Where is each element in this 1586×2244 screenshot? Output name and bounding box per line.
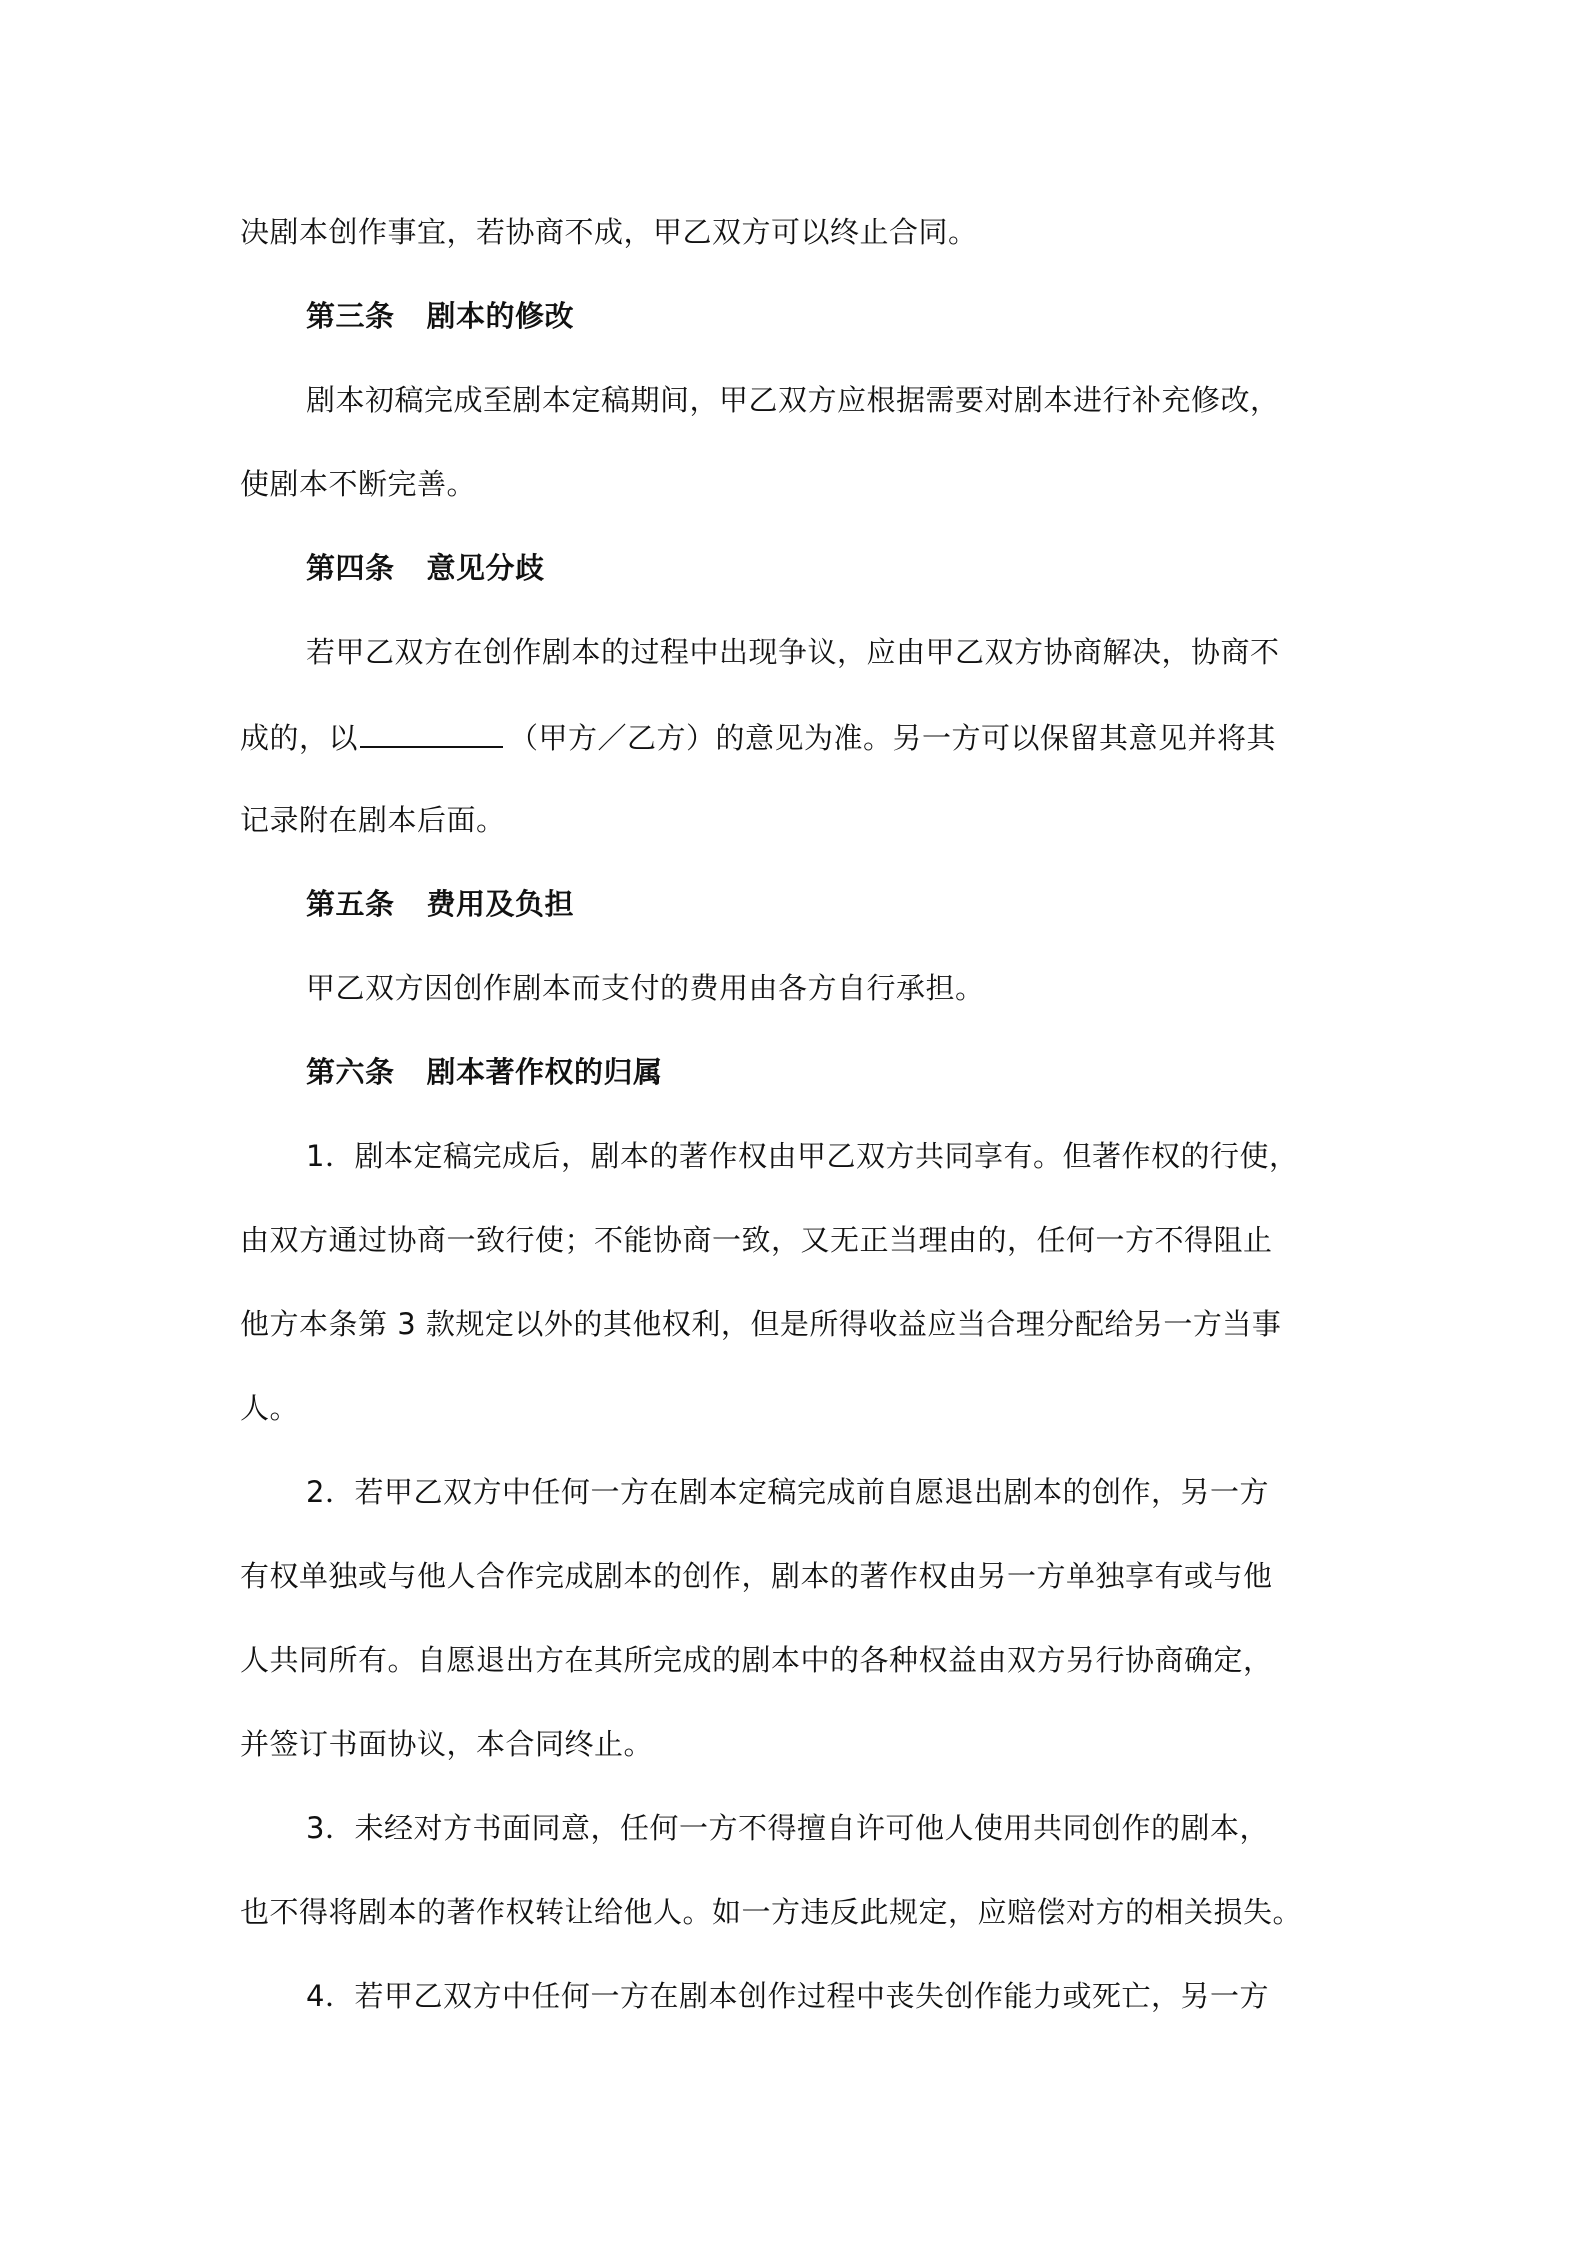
text-line: 也不得将剧本的著作权转让给他人。如一方违反此规定，应赔偿对方的相关损失。 [240, 1895, 1303, 1929]
text-line: 记录附在剧本后面。 [240, 803, 506, 837]
article-title: 剧本著作权的归属 [426, 1055, 663, 1089]
blank-suffix: （甲方／乙方）的意见为准。另一方可以保留其意见并将其 [509, 721, 1277, 755]
article-heading-4 [306, 548, 545, 588]
text-line: 4．若甲乙双方中任何一方在剧本创作过程中丧失创作能力或死亡，另一方 [306, 1979, 1269, 2013]
text-line: 人共同所有。自愿退出方在其所完成的剧本中的各种权益由双方另行协商确定， [240, 1643, 1273, 1677]
article-heading-5 [306, 884, 574, 924]
text-line: 1．剧本定稿完成后，剧本的著作权由甲乙双方共同享有。但著作权的行使， [306, 1139, 1299, 1173]
text-line: 甲乙双方因创作剧本而支付的费用由各方自行承担。 [306, 971, 985, 1005]
text-line: 并签订书面协议，本合同终止。 [240, 1727, 654, 1761]
text-line: 人。 [240, 1391, 300, 1425]
text-line: 3．未经对方书面同意，任何一方不得擅自许可他人使用共同创作的剧本， [306, 1811, 1269, 1845]
text-line: 使剧本不断完善。 [240, 467, 477, 501]
text-line: 他方本条第 3 款规定以外的其他权利，但是所得收益应当合理分配给另一方当事 [240, 1307, 1282, 1341]
text-line: 有权单独或与他人合作完成剧本的创作，剧本的著作权由另一方单独享有或与他 [240, 1559, 1273, 1593]
article-title: 费用及负担 [426, 887, 575, 921]
text-line: 决剧本创作事宜，若协商不成，甲乙双方可以终止合同。 [240, 215, 978, 249]
text-line: 由双方通过协商一致行使；不能协商一致，又无正当理由的，任何一方不得阻止 [240, 1223, 1273, 1257]
article-number: 第六条 [306, 1055, 395, 1089]
article-heading-3 [306, 296, 574, 336]
article-title: 意见分歧 [426, 551, 545, 585]
article-title: 剧本的修改 [426, 299, 575, 333]
fill-in-blank[interactable] [360, 716, 503, 748]
text-line: 2．若甲乙双方中任何一方在剧本定稿完成前自愿退出剧本的创作，另一方 [306, 1475, 1269, 1509]
article-number: 第三条 [306, 299, 395, 333]
article-number: 第四条 [306, 551, 395, 585]
article-number: 第五条 [306, 887, 395, 921]
blank-prefix: 成的，以 [240, 721, 359, 755]
article-heading-6 [306, 1052, 663, 1092]
text-line-with-blank [240, 716, 1276, 758]
text-line: 剧本初稿完成至剧本定稿期间，甲乙双方应根据需要对剧本进行补充修改， [306, 383, 1280, 417]
text-line: 若甲乙双方在创作剧本的过程中出现争议，应由甲乙双方协商解决，协商不 [306, 635, 1280, 669]
